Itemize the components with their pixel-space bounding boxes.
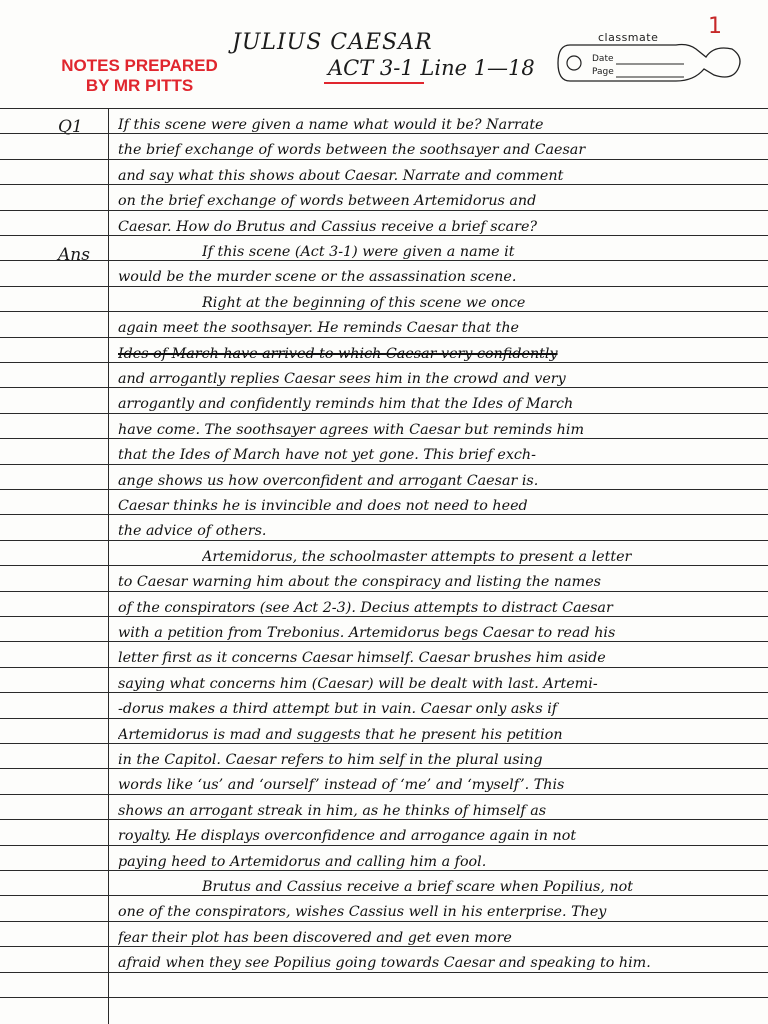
answer-line: and arrogantly replies Caesar sees him in the crowd and very bbox=[118, 372, 566, 387]
ruled-line bbox=[0, 895, 768, 896]
ruled-line bbox=[0, 718, 768, 719]
answer-line: Artemidorus, the schoolmaster attempts to present a letter bbox=[202, 549, 632, 565]
ruled-line bbox=[0, 540, 768, 541]
question-line: and say what this shows about Caesar. Narrate and comment bbox=[118, 168, 564, 184]
ruled-line bbox=[0, 337, 768, 338]
ruled-line bbox=[0, 870, 768, 871]
ruled-line bbox=[0, 946, 768, 947]
ruled-line bbox=[0, 438, 768, 439]
ruled-line bbox=[0, 591, 768, 592]
ruled-line bbox=[0, 768, 768, 769]
ruled-line bbox=[0, 514, 768, 515]
ruled-line bbox=[0, 362, 768, 363]
ruled-line bbox=[0, 210, 768, 211]
ruled-line bbox=[0, 667, 768, 668]
ruled-line bbox=[0, 921, 768, 922]
ruled-line bbox=[0, 387, 768, 388]
brand-logo: classmate bbox=[598, 31, 659, 44]
answer-line: paying heed to Artemidorus and calling him a fool. bbox=[118, 854, 487, 869]
ruled-line bbox=[0, 489, 768, 490]
answer-line: saying what concerns him (Caesar) will be dealt with last. Artemi- bbox=[118, 676, 598, 692]
stamp-line-1: NOTES PREPARED bbox=[61, 56, 218, 75]
date-label: Date bbox=[592, 54, 614, 64]
answer-line: afraid when they see Popilius going towards Caesar and speaking to him. bbox=[118, 956, 651, 971]
page-title: JULIUS CAESAR bbox=[232, 30, 433, 55]
date-box-frame bbox=[556, 41, 746, 85]
ruled-line bbox=[0, 311, 768, 312]
ruled-line bbox=[0, 692, 768, 693]
question-line: Caesar. How do Brutus and Cassius receive a brief scare? bbox=[118, 219, 538, 234]
act-underline bbox=[324, 82, 424, 84]
answer-line: words like ‘us’ and ‘ourself’ instead of ‘me’ and ‘myself’. This bbox=[118, 778, 565, 793]
answer-line: arrogantly and confidently reminds him that the Ides of March bbox=[118, 397, 574, 412]
ruled-line bbox=[0, 184, 768, 185]
question-line: If this scene were given a name what would it be? Narrate bbox=[118, 118, 544, 133]
answer-line: If this scene (Act 3-1) were given a name it bbox=[202, 245, 515, 260]
ruled-line bbox=[0, 235, 768, 236]
stamp-line-2: BY MR PITTS bbox=[85, 76, 194, 95]
ruled-line bbox=[0, 108, 768, 109]
answer-line: have come. The soothsayer agrees with Caesar but reminds him bbox=[118, 422, 585, 438]
ruled-line bbox=[0, 286, 768, 287]
page-number: 1 bbox=[708, 14, 722, 39]
notes-stamp bbox=[47, 56, 232, 96]
answer-line: would be the murder scene or the assassination scene. bbox=[118, 270, 517, 285]
ruled-line bbox=[0, 743, 768, 744]
question-line: the brief exchange of words between the soothsayer and Caesar bbox=[118, 143, 586, 158]
answer-line: again meet the soothsayer. He reminds Caesar that the bbox=[118, 321, 519, 336]
ruled-line bbox=[0, 159, 768, 160]
answer-line: Ides of March have arrived to which Caesar very confidently bbox=[118, 346, 558, 361]
answer-line: letter first as it concerns Caesar himself. Caesar brushes him aside bbox=[118, 651, 606, 666]
answer-label: Ans bbox=[58, 245, 90, 265]
ruled-line bbox=[0, 133, 768, 134]
answer-line: Artemidorus is mad and suggests that he present his petition bbox=[118, 727, 563, 742]
answer-line: of the conspirators (see Act 2-3). Decius attempts to distract Caesar bbox=[118, 600, 613, 615]
answer-line: Right at the beginning of this scene we once bbox=[202, 295, 526, 311]
question-label: Q1 bbox=[58, 117, 83, 137]
answer-line: with a petition from Trebonius. Artemidorus begs Caesar to read his bbox=[118, 626, 616, 641]
ruled-line bbox=[0, 794, 768, 795]
page-label: Page bbox=[592, 67, 614, 77]
answer-line: shows an arrogant streak in him, as he thinks of himself as bbox=[118, 803, 547, 819]
question-line: on the brief exchange of words between Artemidorus and bbox=[118, 194, 537, 209]
answer-line: one of the conspirators, wishes Cassius well in his enterprise. They bbox=[118, 905, 607, 920]
answer-line: Caesar thinks he is invincible and does not need to heed bbox=[118, 499, 528, 514]
answer-line: -dorus makes a third attempt but in vain. Caesar only asks if bbox=[118, 702, 558, 717]
answer-line: Brutus and Cassius receive a brief scare when Popilius, not bbox=[202, 880, 634, 895]
ruled-line bbox=[0, 997, 768, 998]
ruled-line bbox=[0, 616, 768, 617]
act-line-heading: ACT 3-1 Line 1—18 bbox=[328, 56, 535, 80]
answer-line: ange shows us how overconfident and arrogant Caesar is. bbox=[118, 473, 539, 488]
answer-line: in the Capitol. Caesar refers to him self in the plural using bbox=[118, 753, 543, 768]
answer-line: the advice of others. bbox=[118, 524, 267, 539]
ruled-line bbox=[0, 413, 768, 414]
ruled-line bbox=[0, 845, 768, 846]
ruled-line bbox=[0, 565, 768, 566]
answer-line: that the Ides of March have not yet gone. This brief exch- bbox=[118, 448, 536, 463]
ruled-line bbox=[0, 641, 768, 642]
answer-line: to Caesar warning him about the conspiracy and listing the names bbox=[118, 575, 602, 590]
ruled-line bbox=[0, 972, 768, 973]
ruled-line bbox=[0, 819, 768, 820]
answer-line: royalty. He displays overconfidence and arrogance again in not bbox=[118, 829, 577, 844]
date-page-box bbox=[556, 41, 746, 85]
answer-line: fear their plot has been discovered and get even more bbox=[118, 930, 512, 946]
ruled-line bbox=[0, 464, 768, 465]
ruled-line bbox=[0, 260, 768, 261]
